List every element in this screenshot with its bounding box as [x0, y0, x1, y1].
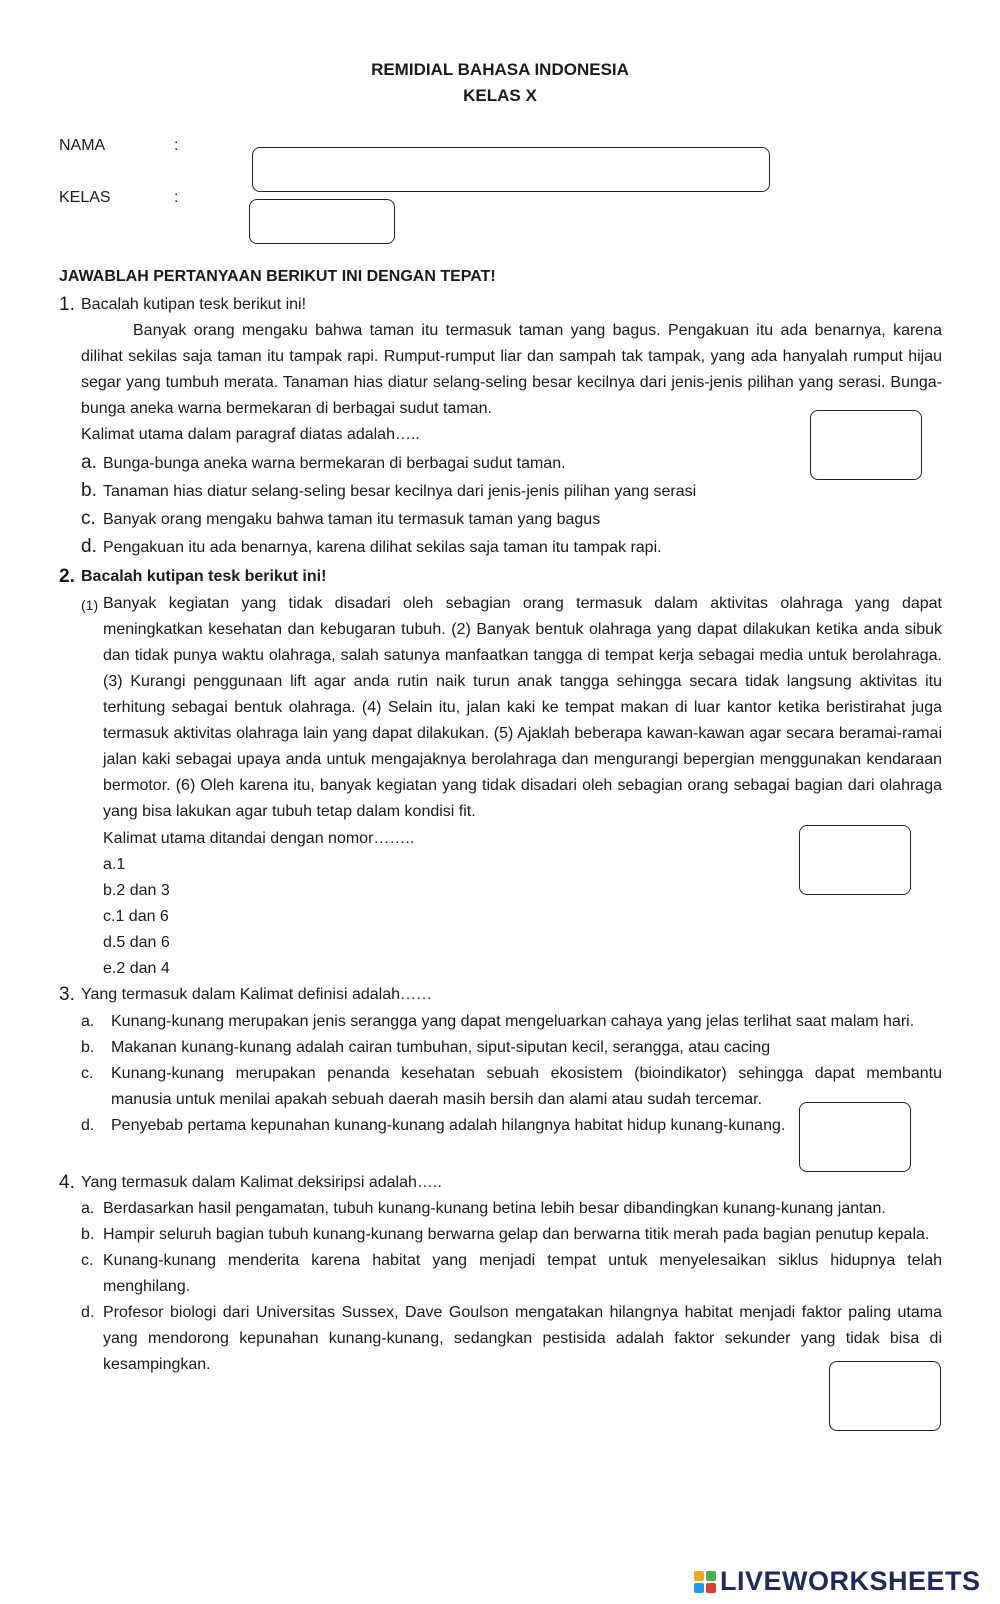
q1-number: 1.	[59, 294, 75, 315]
nama-input[interactable]	[252, 147, 770, 192]
q3-option-c-letter: c.	[81, 1065, 94, 1082]
q1-option-d-text: Pengakuan itu ada benarnya, karena dilihat sekilas saja taman itu tampak rapi.	[103, 539, 662, 556]
q2-option-d: d.5 dan 6	[103, 934, 170, 951]
q1-option-d-letter: d.	[81, 536, 97, 557]
q2-option-b: b.2 dan 3	[103, 882, 170, 899]
q4-option-a-text: Berdasarkan hasil pengamatan, tubuh kunang-kunang betina lebih besar dibandingkan kunang-kunang jantan.	[103, 1200, 886, 1217]
kelas-colon: :	[174, 189, 179, 206]
q4-number: 4.	[59, 1172, 75, 1193]
liveworksheets-brand-text: LIVEWORKSHEETS	[720, 1566, 981, 1596]
q2-sentence-marker: (1)	[81, 597, 99, 613]
q4-option-d-letter: d.	[81, 1304, 95, 1321]
q1-option-c-letter: c.	[81, 508, 96, 529]
q3-option-b-letter: b.	[81, 1039, 95, 1056]
q4-option-a-letter: a.	[81, 1200, 95, 1217]
q1-prompt: Bacalah kutipan tesk berikut ini!	[81, 296, 307, 313]
q4-prompt: Yang termasuk dalam Kalimat deksiripsi adalah…..	[81, 1174, 442, 1191]
q3-option-a-text: Kunang-kunang merupakan jenis serangga yang dapat mengeluarkan cahaya yang jelas terlihat saat malam hari.	[111, 1013, 915, 1030]
liveworksheets-logo-icon	[694, 1571, 716, 1593]
q3-number: 3.	[59, 984, 75, 1005]
kelas-label: KELAS	[59, 189, 111, 206]
liveworksheets-logo	[694, 1566, 981, 1597]
q2-number: 2.	[59, 566, 75, 587]
q3-option-a-letter: a.	[81, 1013, 95, 1030]
q1-option-a-letter: a.	[81, 452, 97, 473]
q2-question: Kalimat utama ditandai dengan nomor……..	[103, 830, 415, 847]
q2-option-e: e.2 dan 4	[103, 960, 170, 977]
q4-option-c-letter: c.	[81, 1252, 94, 1269]
q3-option-d-letter: d.	[81, 1117, 95, 1134]
nama-colon: :	[174, 137, 179, 154]
q2-option-a: a.1	[103, 856, 126, 873]
q1-answer-input[interactable]	[810, 410, 922, 480]
q3-option-d-text: Penyebab pertama kepunahan kunang-kunang adalah hilangnya habitat hidup kunang-kunang.	[111, 1117, 786, 1134]
q1-option-a-text: Bunga-bunga aneka warna bermekaran di berbagai sudut taman.	[103, 455, 566, 472]
worksheet-subtitle: KELAS X	[463, 86, 537, 105]
q2-answer-input[interactable]	[799, 825, 911, 895]
kelas-input[interactable]	[249, 199, 395, 244]
q4-answer-input[interactable]	[829, 1361, 941, 1431]
q2-option-c: c.1 dan 6	[103, 908, 169, 925]
q4-option-b-text: Hampir seluruh bagian tubuh kunang-kunang berwarna gelap dan berwarna titik merah pada bagian penutup kepala.	[103, 1226, 930, 1243]
q1-passage: Banyak orang mengaku bahwa taman itu termasuk taman yang bagus. Pengakuan itu ada benarnya, karena dilihat sekilas saja taman itu tampak rapi. Rumput-rumput liar dan sampah tak tampak, yang ada hanyalah rumput hijau segar yang tumbuh merata. Tanaman hias diatur selang-seling besar kecilnya dari jenis-jenis pilihan yang serasi. Bunga-bunga aneka warna bermekaran di berbagai sudut taman.	[81, 322, 942, 417]
q1-option-b-text: Tanaman hias diatur selang-seling besar kecilnya dari jenis-jenis pilihan yang serasi	[103, 483, 697, 500]
q2-prompt: Bacalah kutipan tesk berikut ini!	[81, 568, 327, 585]
q3-option-c-text: Kunang-kunang merupakan penanda kesehatan sebuah ekosistem (bioindikator) sehingga dapat membantu manusia untuk menilai apakah sebuah daerah masih bersih dan alami atau sudah tercemar.	[111, 1065, 942, 1108]
q1-option-c-text: Banyak orang mengaku bahwa taman itu termasuk taman yang bagus	[103, 511, 601, 528]
q1-option-b-letter: b.	[81, 480, 97, 501]
q4-option-d-text: Profesor biologi dari Universitas Sussex, Dave Goulson mengatakan hilangnya habitat menjadi faktor paling utama yang mendorong kepunahan kunang-kunang, sedangkan pestisida adalah faktor sekunder yang tidak bisa di kesampingkan.	[103, 1304, 942, 1373]
instruction-heading: JAWABLAH PERTANYAAN BERIKUT INI DENGAN TEPAT!	[59, 268, 496, 285]
q3-option-b-text: Makanan kunang-kunang adalah cairan tumbuhan, siput-siputan kecil, serangga, atau cacing	[111, 1039, 771, 1056]
q4-option-c-text: Kunang-kunang menderita karena habitat yang menjadi tempat untuk menyelesaikan siklus hidupnya telah menghilang.	[103, 1252, 942, 1295]
q4-option-b-letter: b.	[81, 1226, 95, 1243]
q2-passage: Banyak kegiatan yang tidak disadari oleh sebagian orang termasuk dalam aktivitas olahraga yang dapat meningkatkan kesehatan dan kebugaran tubuh. (2) Banyak bentuk olahraga yang dapat dilakukan ketika anda sibuk dan tidak punya waktu olahraga, salah satunya manfaatkan tangga di tempat kerja sebagai media untuk berolahraga. (3) Kurangi penggunaan lift agar anda rutin naik turun anak tangga sehingga secara tidak langsung aktivitas itu terhitung sebagai bentuk olahraga. (4) Selain itu, jalan kaki ke tempat makan di luar kantor ketika beristirahat juga termasuk aktivitas olahraga lain yang dapat dilakukan. (5) Ajaklah beberapa kawan-kawan agar secara beramai-ramai jalan kaki sebagai upaya anda untuk mengajaknya berolahraga dan mengurangi bepergian menggunakan kendaraan bermotor. (6) Oleh karena itu, banyak kegiatan yang tidak disadari oleh sebagian orang sebagai bagian dari olahraga yang bisa lakukan agar tubuh tetap dalam kondisi fit.	[103, 595, 942, 820]
worksheet-title: REMIDIAL BAHASA INDONESIA	[371, 60, 629, 79]
q3-answer-input[interactable]	[799, 1102, 911, 1172]
q3-prompt: Yang termasuk dalam Kalimat definisi adalah……	[81, 986, 432, 1003]
q1-question: Kalimat utama dalam paragraf diatas adalah…..	[81, 426, 420, 443]
nama-label: NAMA	[59, 137, 106, 154]
